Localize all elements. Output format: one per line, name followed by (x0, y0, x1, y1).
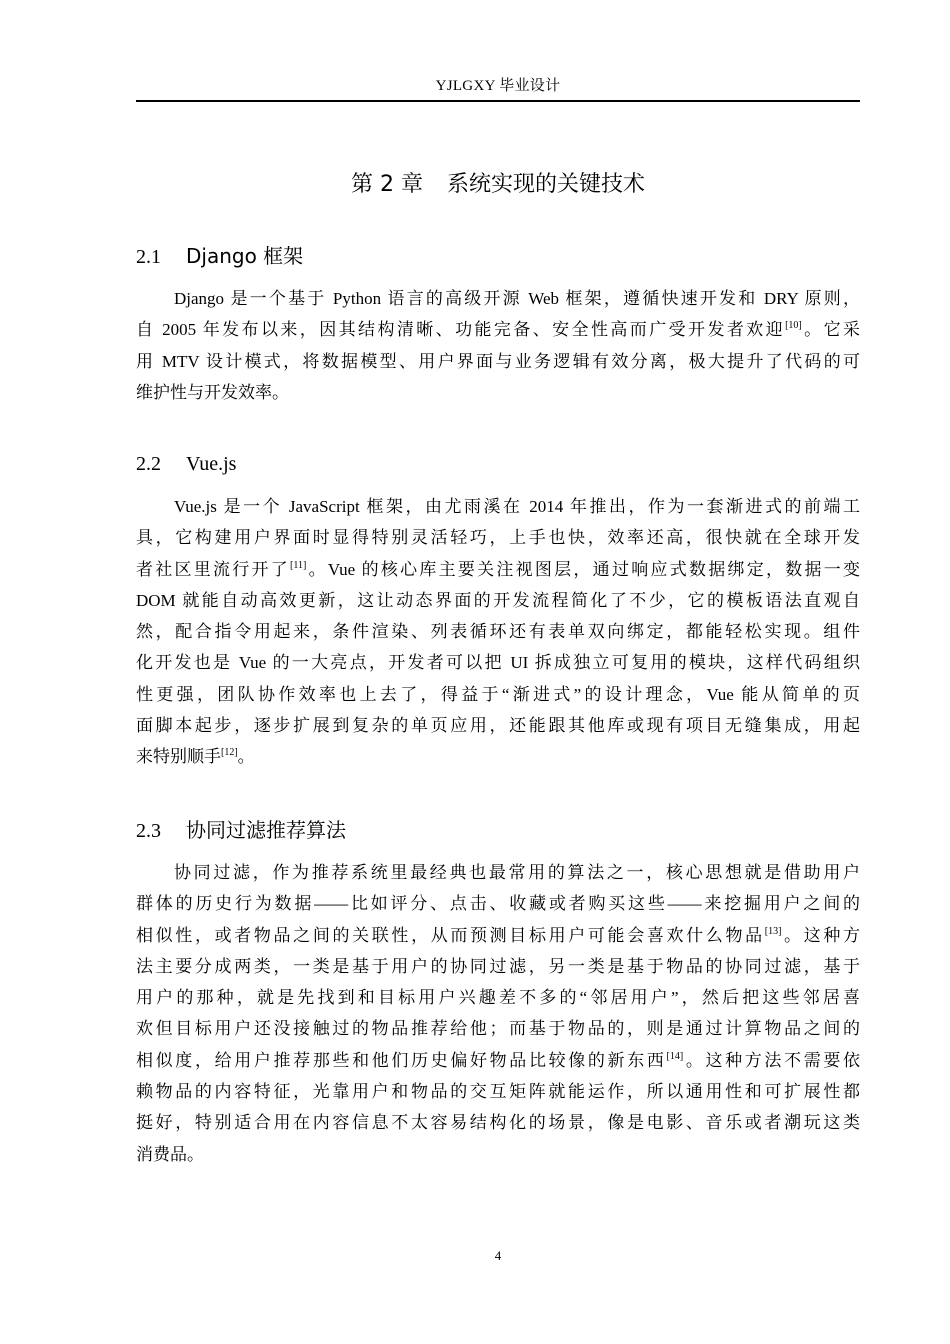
chapter-title (136, 170, 860, 200)
section-title: Vue.js (186, 453, 237, 475)
paragraph-django (136, 283, 860, 408)
paragraph-collaborative-filtering (136, 857, 860, 1170)
paragraph-line: 用户的那种，就是先找到和目标用户兴趣差不多的“邻居用户”，然后把这些邻居喜 (136, 988, 860, 1008)
paragraph-line: 欢但目标用户还没接触过的物品推荐给他；而基于物品的，则是通过计算物品之间的 (136, 1019, 860, 1039)
chapter-title-text: 系统实现的关键技术 (446, 172, 645, 197)
section-heading-2-2 (136, 450, 860, 478)
citation-ref: [14] (666, 1050, 684, 1062)
paragraph-line: 协同过滤，作为推荐系统里最经典也最常用的算法之一，核心思想就是借助用户 (174, 863, 860, 882)
paragraph-line: 法主要分成两类，一类是基于用户的协同过滤，另一类是基于物品的协同过滤，基于 (136, 956, 860, 976)
paragraph-line: 面脚本起步，逐步扩展到复杂的单页应用，还能跟其他库或现有项目无缝集成，用起 (136, 716, 860, 736)
paragraph-line: 用 MTV 设计模式，将数据模型、用户界面与业务逻辑有效分离，极大提升了代码的可 (136, 351, 860, 371)
section-number: 2.3 (136, 820, 161, 842)
section-title: 协同过滤推荐算法 (186, 818, 346, 842)
paragraph-line: 具，它构建用户界面时显得特别灵活轻巧，上手也快，效率还高，很快就在全球开发 (136, 528, 860, 548)
citation-ref: [13] (764, 925, 782, 937)
section-heading-2-3 (136, 816, 860, 845)
paragraph-line: 相似度，给用户推荐那些和他们历史偏好物品比较像的新东西[14]。这种方法不需要依 (136, 1050, 860, 1070)
paragraph-line: 相似性，或者物品之间的关联性，从而预测目标用户可能会喜欢什么物品[13]。这种方 (136, 925, 860, 945)
section-number: 2.1 (136, 246, 161, 268)
section-number: 2.2 (136, 453, 161, 475)
chapter-number: 第 2 章 (351, 172, 423, 197)
paragraph-line: 维护性与开发效率。 (136, 382, 289, 402)
citation-ref: [12] (221, 747, 238, 759)
running-header: YJLGXY 毕业设计 (435, 78, 561, 94)
page-number: 4 (494, 1248, 502, 1263)
paragraph-line: 消费品。 (136, 1144, 204, 1164)
header-rule (136, 100, 860, 102)
paragraph-line: 然，配合指令用起来，条件渲染、列表循环还有表单双向绑定，都能轻松实现。组件 (136, 622, 860, 642)
paragraph-line: 赖物品的内容特征，光靠用户和物品的交互矩阵就能运作，所以通用性和可扩展性都 (136, 1082, 860, 1102)
paragraph-vuejs (136, 491, 860, 773)
paragraph-line: 自 2005 年发布以来，因其结构清晰、功能完备、安全性高而广受开发者欢迎[10]。它采 (136, 320, 860, 340)
paragraph-line: 群体的历史行为数据——比如评分、点击、收藏或者购买这些——来挖掘用户之间的 (136, 894, 860, 914)
paragraph-line: Django 是一个基于 Python 语言的高级开源 Web 框架，遵循快速开发和 DRY 原则， (174, 289, 860, 308)
citation-ref: [11] (290, 559, 307, 571)
paragraph-line: 者社区里流行开了[11]。Vue 的核心库主要关注视图层，通过响应式数据绑定，数据一变 (136, 559, 860, 579)
paragraph-line: 化开发也是 Vue 的一大亮点，开发者可以把 UI 拆成独立可复用的模块，这样代码组织 (136, 653, 860, 673)
section-heading-2-1 (136, 242, 860, 271)
paragraph-line: 性更强，团队协作效率也上去了，得益于“渐进式”的设计理念，Vue 能从简单的页 (136, 684, 860, 704)
citation-ref: [10] (785, 320, 802, 332)
paragraph-line: 挺好，特别适合用在内容信息不太容易结构化的场景，像是电影、音乐或者潮玩这类 (136, 1113, 860, 1133)
paragraph-line: 来特别顺手[12]。 (136, 747, 255, 767)
section-title: Django 框架 (186, 244, 304, 268)
paragraph-line: Vue.js 是一个 JavaScript 框架，由尤雨溪在 2014 年推出，作为一套渐进式的前端工 (174, 497, 860, 516)
paragraph-line: DOM 就能自动高效更新，这让动态界面的开发流程简化了不少，它的模板语法直观自 (136, 590, 860, 610)
